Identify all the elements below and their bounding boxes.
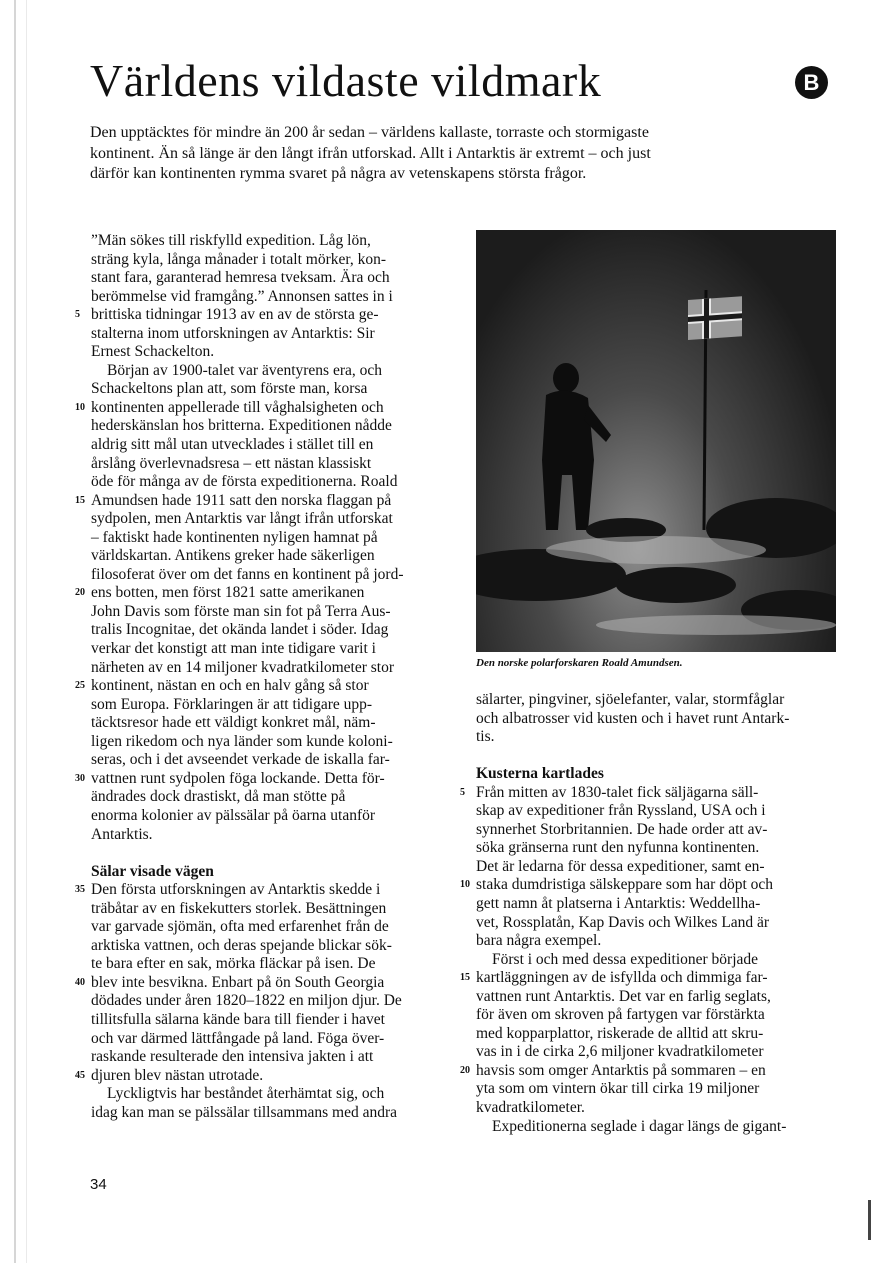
text-line <box>476 710 836 729</box>
line-text: synnerhet Storbritannien. De hade order att av- <box>476 820 768 838</box>
text-line <box>91 826 451 845</box>
section-heading <box>476 765 836 784</box>
line-number: 35 <box>75 884 85 896</box>
photo-illustration <box>476 230 836 652</box>
paragraph-gap <box>91 844 451 863</box>
text-line <box>91 733 451 752</box>
text-line <box>75 973 451 993</box>
text-line <box>91 436 451 455</box>
line-text: bara några exempel. <box>476 932 602 950</box>
line-number: 15 <box>75 494 85 506</box>
line-text: brittiska tidningar 1913 av en av de största ge- <box>91 306 379 324</box>
right-column <box>460 691 836 1136</box>
line-text: djuren blev nästan utrotade. <box>91 1066 264 1084</box>
line-text: kvadratkilometer. <box>476 1099 585 1117</box>
line-text: kontinent, nästan en och en halv gång så stor <box>91 677 369 695</box>
text-line <box>91 900 451 919</box>
line-text: skap av expeditioner från Ryssland, USA och i <box>476 802 766 820</box>
line-text: och albatrosser vid kusten och i havet runt Antark- <box>476 709 790 727</box>
text-line <box>91 1030 451 1049</box>
text-line <box>460 969 836 988</box>
text-line <box>91 288 451 307</box>
line-text: vet, Rossplatån, Kap Davis och Wilkes Land är <box>476 913 770 931</box>
text-line <box>476 1099 836 1118</box>
line-text: årslång överlevnadsresa – ett nästan klassiskt <box>91 454 372 472</box>
line-text: med kopparplattor, riskerade de alltid att skru- <box>476 1024 764 1042</box>
line-text: Först i och med dessa expeditioner började <box>492 950 759 968</box>
line-text: täcktsresor hade ett väldigt konkret mål, näm- <box>91 714 376 732</box>
text-line <box>476 1118 836 1137</box>
line-text: sträng kyla, långa månader i totalt mörker, kon- <box>91 250 387 268</box>
line-text: – faktiskt hade kontinenten nyligen hamnat på <box>91 528 378 546</box>
line-text: vattnen runt Antarktis. Det var en farlig seglats, <box>476 987 771 1005</box>
text-line <box>91 343 451 362</box>
text-line <box>91 566 451 585</box>
line-text: tralis Incognitae, det okända landet i söder. Idag <box>91 621 389 639</box>
text-line <box>91 417 451 436</box>
line-text: Den första utforskningen av Antarktis skedde i <box>91 881 381 899</box>
text-line <box>91 714 451 733</box>
text-line <box>91 362 451 381</box>
line-number: 5 <box>460 786 465 798</box>
line-number: 10 <box>75 401 85 413</box>
line-text: filosoferat över om det fanns en kontinent på jord- <box>91 565 404 583</box>
text-line <box>91 510 451 529</box>
text-line <box>476 1080 836 1099</box>
text-line <box>91 937 451 956</box>
text-line <box>91 380 451 399</box>
line-text: närheten av en 14 miljoner kvadratkilometer stor <box>91 658 395 676</box>
line-text: tillitsfulla sälarna kände bara till fiender i havet <box>91 1010 385 1028</box>
text-line <box>476 839 836 858</box>
line-text: världskartan. Antikens greker hade säkerligen <box>91 547 375 565</box>
line-number: 40 <box>75 976 85 988</box>
line-number: 10 <box>460 879 470 891</box>
line-text: ens botten, men först 1821 satte amerikanen <box>91 584 365 602</box>
line-text: verkar det konstigt att man inte tidigare varit i <box>91 640 376 658</box>
page-number: 34 <box>90 1176 107 1193</box>
line-text: enorma kolonier av pälssälar på öarna utanför <box>91 806 376 824</box>
text-line <box>91 1104 451 1123</box>
line-text: arktiska vattnen, och deras spejande blickar sök- <box>91 936 392 954</box>
line-text: John Davis som förste man sin fot på Terra Aus- <box>91 602 391 620</box>
text-line <box>476 802 836 821</box>
line-text: söka gränserna runt den nyfunna kontinenten. <box>476 839 760 857</box>
text-line <box>460 876 836 895</box>
line-text: träbåtar av en fiskekutters storlek. Besättningen <box>91 899 387 917</box>
line-text: raskande resulterade den intensiva jakten i att <box>91 1048 374 1066</box>
text-line <box>91 621 451 640</box>
text-line <box>91 1011 451 1030</box>
line-text: kontinenten appellerade till våghalsigheten och <box>91 398 384 416</box>
line-text: idag kan man se pälssälar tillsammans med andra <box>91 1103 398 1121</box>
line-text: kartläggningen av de isfyllda och dimmiga far- <box>476 969 768 987</box>
photo-caption: Den norske polarforskaren Roald Amundsen. <box>476 657 683 669</box>
text-line <box>91 640 451 659</box>
text-line <box>91 455 451 474</box>
text-line <box>476 914 836 933</box>
line-text: sälarter, pingviner, sjöelefanter, valar, stormfåglar <box>476 691 785 708</box>
text-line <box>91 325 451 344</box>
line-text: aldrig sitt mål utan utvecklades i stället till en <box>91 436 374 454</box>
text-line <box>91 918 451 937</box>
text-line <box>91 1048 451 1067</box>
line-text: vattnen runt sydpolen föga lockande. Detta för- <box>91 769 385 787</box>
line-text: Lyckligtvis har beståndet återhämtat sig, och <box>107 1085 385 1103</box>
line-text: Schackeltons plan att, som förste man, korsa <box>91 380 368 398</box>
text-line <box>476 1043 836 1062</box>
figure <box>542 363 611 530</box>
text-line <box>476 728 836 747</box>
text-line <box>476 1025 836 1044</box>
line-text: gett namn åt platserna i Antarktis: Weddellha- <box>476 895 761 913</box>
text-line <box>91 955 451 974</box>
text-line <box>476 988 836 1007</box>
line-text: dödades under åren 1820–1822 en miljon djur. De <box>91 992 402 1010</box>
line-text: havsis som omger Antarktis på sommaren – en <box>476 1061 766 1079</box>
line-number: 20 <box>460 1064 470 1076</box>
line-text: berömmelse vid framgång.” Annonsen sattes in i <box>91 287 393 305</box>
text-line <box>75 306 451 325</box>
page-title: Världens vildaste vildmark <box>90 55 602 106</box>
line-text: ligen rikedom och nya länder som kunde koloni- <box>91 732 393 750</box>
text-line <box>460 1061 836 1081</box>
text-line <box>476 858 836 877</box>
paragraph-gap <box>476 747 836 766</box>
amundsen-photo <box>476 230 836 652</box>
text-line <box>75 1066 451 1086</box>
line-text: Kusterna kartlades <box>476 765 604 783</box>
text-line <box>91 603 451 622</box>
text-line <box>91 992 451 1011</box>
line-number: 5 <box>75 309 80 321</box>
text-line <box>476 951 836 970</box>
line-text: ändrades dock drastiskt, då man stötte på <box>91 788 346 806</box>
text-line <box>75 491 451 511</box>
flag <box>688 296 742 340</box>
left-column <box>75 232 451 1122</box>
scan-edge-mark <box>868 1200 871 1240</box>
line-text: stalterna inom utforskningen av Antarktis: Sir <box>91 324 375 342</box>
text-line <box>476 1006 836 1025</box>
text-line <box>91 659 451 678</box>
text-line <box>476 691 836 710</box>
line-text: te bara efter en sak, mörka fläckar på isen. De <box>91 955 376 973</box>
text-line <box>91 529 451 548</box>
text-line <box>75 677 451 696</box>
line-text: tis. <box>476 728 495 746</box>
text-line <box>91 696 451 715</box>
text-line <box>75 881 451 900</box>
text-line <box>476 895 836 914</box>
line-text: Sälar visade vägen <box>91 862 214 880</box>
line-text: för även om skroven på fartygen var förstärkta <box>476 1006 765 1024</box>
level-badge: B <box>795 66 828 99</box>
line-text: Det är ledarna för dessa expeditioner, samt en- <box>476 857 765 875</box>
line-number: 45 <box>75 1069 85 1081</box>
scan-edge <box>14 0 27 1263</box>
line-text: Början av 1900-talet var äventyrens era, och <box>107 361 383 379</box>
line-text: staka dumdristiga sälskeppare som har döpt och <box>476 876 774 894</box>
text-line <box>91 807 451 826</box>
line-text: blev inte besvikna. Enbart på ön South Georgia <box>91 973 385 991</box>
line-text: var garvade sjömän, ofta med erfarenhet från de <box>91 918 389 936</box>
line-text: och var därmed lättfångade på land. Föga över- <box>91 1029 385 1047</box>
line-text: yta som om vintern ökar till cirka 19 miljoner <box>476 1080 760 1098</box>
line-text: stant fara, garanterad hemresa tveksam. Ära och <box>91 269 390 287</box>
line-text: som Europa. Förklaringen är att tidigare upp- <box>91 695 373 713</box>
line-number: 20 <box>75 587 85 599</box>
text-line <box>460 783 836 803</box>
line-number: 30 <box>75 772 85 784</box>
text-line <box>91 269 451 288</box>
text-line <box>75 584 451 603</box>
text-line <box>91 788 451 807</box>
text-line <box>476 821 836 840</box>
section-heading <box>91 863 451 882</box>
line-text: ”Män sökes till riskfylld expedition. Låg lön, <box>91 232 371 249</box>
line-number: 25 <box>75 680 85 692</box>
text-line <box>91 1085 451 1104</box>
text-line <box>91 251 451 270</box>
text-line <box>91 751 451 770</box>
text-line <box>476 932 836 951</box>
line-text: Expeditionerna seglade i dagar längs de gigant- <box>492 1117 787 1135</box>
line-number: 15 <box>460 972 470 984</box>
line-text: Från mitten av 1830-talet fick säljägarna säll- <box>476 783 759 801</box>
line-text: vas in i de cirka 2,6 miljoner kvadratkilometer <box>476 1043 764 1061</box>
line-text: Ernest Schackelton. <box>91 343 215 361</box>
text-line <box>91 473 451 492</box>
line-text: Antarktis. <box>91 825 153 843</box>
line-text: sydpolen, men Antarktis var långt ifrån utforskat <box>91 510 393 528</box>
ingress: Den upptäcktes för mindre än 200 år sedan – världens kallaste, torraste och stormigaste kontinent. Än så länge är den långt ifrån utforskad. Allt i Antarktis är extremt – och just därför kan kontinenten rymma svaret på några av vetenskapens största frågor. <box>90 124 651 182</box>
text-line <box>75 398 451 418</box>
text-line <box>91 547 451 566</box>
line-text: hederskänslan hos britterna. Expeditionen nådde <box>91 417 392 435</box>
line-text: öde för många av de första expeditionerna. Roald <box>91 473 398 491</box>
text-line <box>75 769 451 789</box>
line-text: seras, och i det avseendet verkade de iskalla far- <box>91 751 390 769</box>
text-line <box>91 232 451 251</box>
line-text: Amundsen hade 1911 satt den norska flaggan på <box>91 491 392 509</box>
